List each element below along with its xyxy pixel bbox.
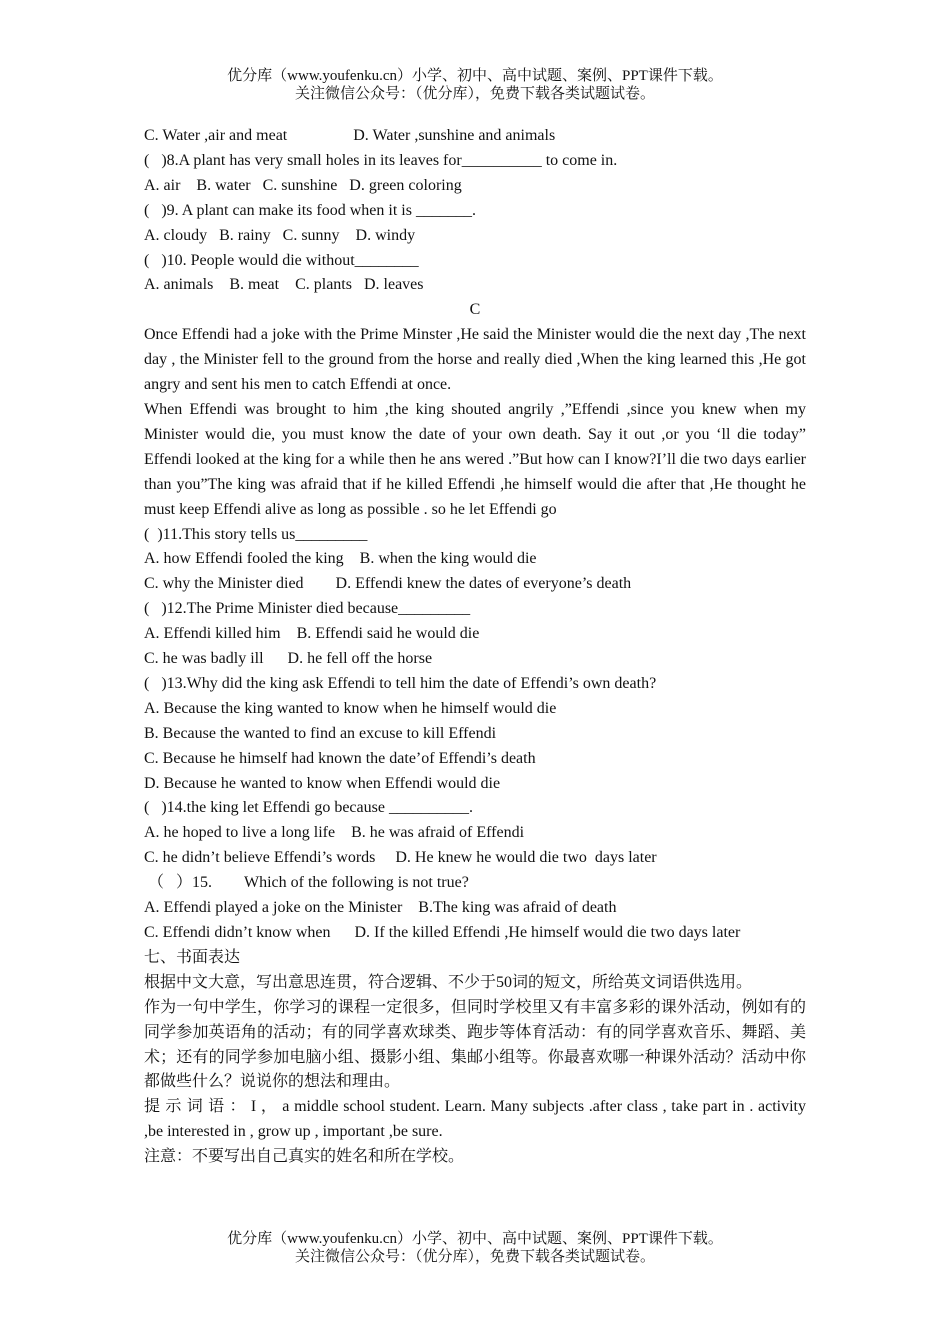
writing-section-title: 七、书面表达 bbox=[144, 948, 241, 966]
writing-hint-words: 提 示 词 语 ： I ， a middle school student. Learn. Many subjects .after class , take part in . activity ,be interested in , grow up , important ,be sure. bbox=[144, 1098, 806, 1141]
footer-line-1: 优分库（www.youfenku.cn）小学、初中、高中试题、案例、PPT课件下载。 bbox=[227, 1231, 723, 1247]
writing-prompt: 作为一句中学生，你学习的课程一定很多，但同时学校里又有丰富多彩的课外活动，例如有的同学参加英语角的活动；有的同学喜欢球类、跑步等体育活动：有的同学喜欢音乐、舞蹈、美术；还有的同学参加电脑小组、摄影小组、集邮小组等。你最喜欢哪一种课外活动？活动中你都做些什么？说说你的想法和理由。 bbox=[144, 998, 806, 1091]
passage-paragraph-2: When Effendi was brought to him ,the king shouted angrily ,”Effendi ,since you knew when my Minister would die, you must know the date of your own death. Say it out ,or you ‘ll die today” Effendi looked at the king for a while then he ans wered .”But how can I know?I’ll die two days earlier than you”The king was afraid that if he killed Effendi ,he himself would die after that ,He thought he must keep Effendi alive as long as possible . so he let Effendi go bbox=[144, 400, 806, 518]
q13-option-d: D. Because he wanted to know when Effendi would die bbox=[144, 774, 501, 792]
q15-stem: （ ）15. Which of the following is not true? bbox=[144, 874, 469, 892]
q9-stem: ( )9. A plant can make its food when it is _______. bbox=[144, 201, 476, 219]
section-c-label: C bbox=[469, 301, 481, 319]
q13-option-b: B. Because the wanted to find an excuse to kill Effendi bbox=[144, 724, 497, 742]
footer-line-2: 关注微信公众号：（优分库），免费下载各类试题试卷。 bbox=[294, 1249, 655, 1265]
q11-options-cd: C. why the Minister died D. Effendi knew the dates of everyone’s death bbox=[144, 575, 632, 593]
q11-options-ab: A. how Effendi fooled the king B. when the king would die bbox=[144, 550, 537, 568]
exam-content bbox=[144, 124, 806, 1170]
q14-options-ab: A. he hoped to live a long life B. he was afraid of Effendi bbox=[144, 824, 525, 842]
q12-stem: ( )12.The Prime Minister died because_________ bbox=[144, 600, 471, 618]
q10-options: A. animals B. meat C. plants D. leaves bbox=[144, 276, 424, 294]
writing-note: 注意：不要写出自己真实的姓名和所在学校。 bbox=[144, 1148, 465, 1166]
header-line-1: 优分库（www.youfenku.cn）小学、初中、高中试题、案例、PPT课件下载。 bbox=[227, 68, 723, 84]
q15-options-ab: A. Effendi played a joke on the Minister B.The king was afraid of death bbox=[144, 899, 617, 917]
q8-options: A. air B. water C. sunshine D. green coloring bbox=[144, 176, 462, 194]
q14-options-cd: C. he didn’t believe Effendi’s words D. He knew he would die two days later bbox=[144, 849, 657, 867]
q13-stem: ( )13.Why did the king ask Effendi to tell him the date of Effendi’s own death? bbox=[144, 674, 657, 692]
q15-options-cd: C. Effendi didn’t know when D. If the killed Effendi ,He himself would die two days later bbox=[144, 924, 741, 941]
q9-options: A. cloudy B. rainy C. sunny D. windy bbox=[144, 226, 416, 244]
q8-stem: ( )8.A plant has very small holes in its leaves for__________ to come in. bbox=[144, 151, 618, 169]
q7-option-c: C. Water ,air and meat bbox=[144, 127, 288, 144]
q7-option-d: D. Water ,sunshine and animals bbox=[353, 127, 556, 144]
q13-option-c: C. Because he himself had known the date’of Effendi’s death bbox=[144, 749, 536, 767]
q14-stem: ( )14.the king let Effendi go because __________. bbox=[144, 799, 473, 817]
passage-paragraph-1: Once Effendi had a joke with the Prime Minster ,He said the Minister would die the next day ,The next day , the Minister fell to the ground from the horse and really died ,When the king learned this ,He got angry and sent his men to catch Effendi at once. bbox=[144, 326, 806, 394]
q7-options-cd bbox=[144, 124, 806, 149]
q10-stem: ( )10. People would die without________ bbox=[144, 251, 419, 269]
page-header bbox=[0, 67, 950, 103]
writing-instruction: 根据中文大意，写出意思连贯，符合逻辑、不少于50词的短文，所给英文词语供选用。 bbox=[144, 973, 753, 991]
q11-stem: ( )11.This story tells us_________ bbox=[144, 525, 368, 543]
q12-options-ab: A. Effendi killed him B. Effendi said he would die bbox=[144, 625, 480, 643]
header-line-2: 关注微信公众号：（优分库），免费下载各类试题试卷。 bbox=[294, 86, 655, 102]
page-footer bbox=[0, 1230, 950, 1266]
q12-options-cd: C. he was badly ill D. he fell off the horse bbox=[144, 650, 433, 668]
q13-option-a: A. Because the king wanted to know when he himself would die bbox=[144, 699, 557, 717]
